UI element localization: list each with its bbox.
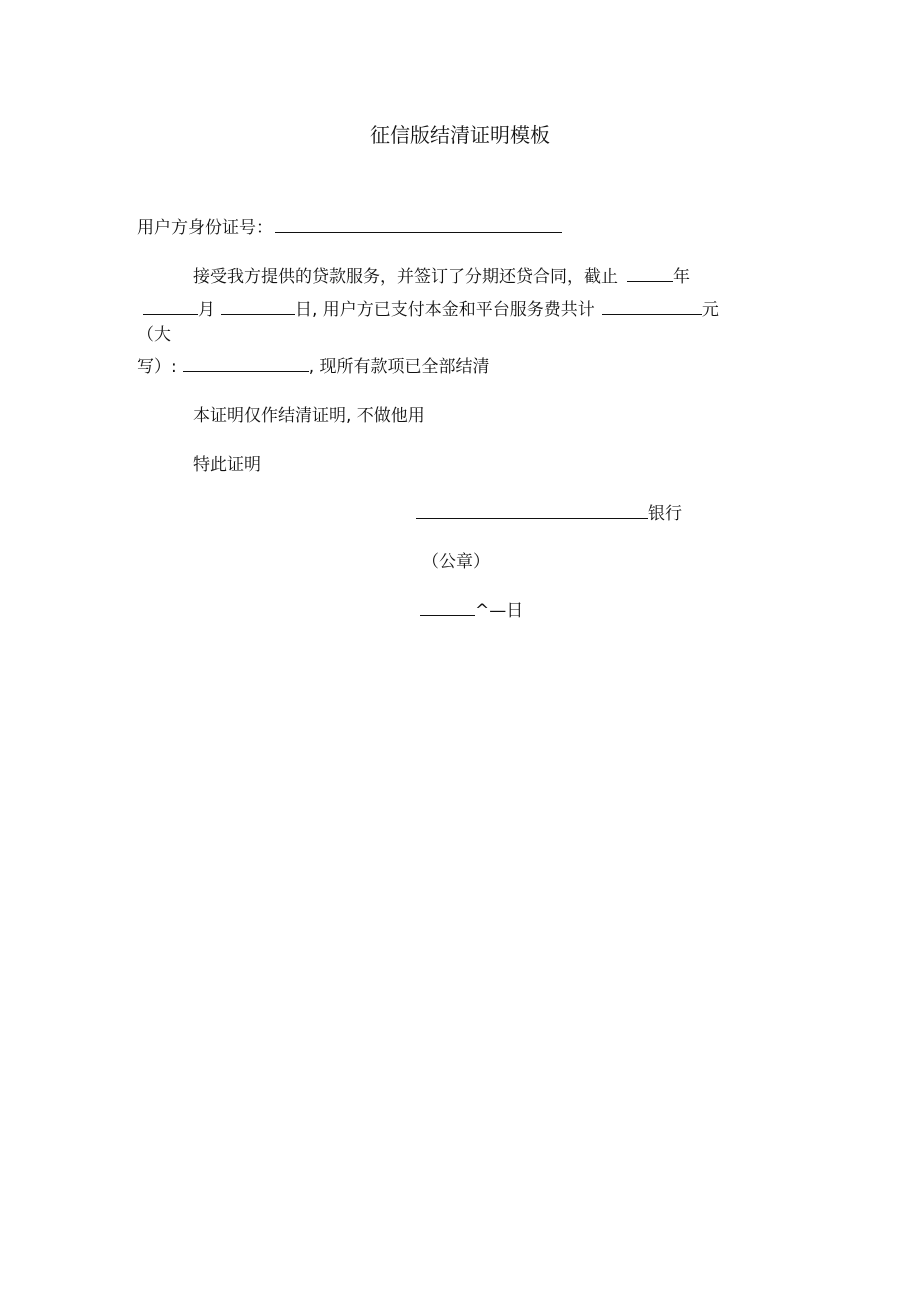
document-title: 征信版结清证明模板	[370, 123, 550, 147]
month-blank	[143, 300, 198, 315]
para3-line	[193, 454, 261, 476]
day-blank	[221, 300, 295, 315]
date-line	[420, 600, 523, 622]
seal-line	[422, 551, 490, 573]
id-number-blank	[275, 218, 562, 233]
daxie-open: （大	[137, 325, 171, 345]
id-number-line	[137, 217, 562, 239]
para1-line2-text: 日, 用户方已支付本金和平台服务费共计	[295, 300, 595, 320]
bank-suffix: 银行	[648, 504, 682, 524]
para2-text: 本证明仅作结清证明, 不做他用	[193, 406, 425, 426]
para1-line4	[137, 356, 490, 378]
year-label: 年	[673, 267, 690, 287]
para2-line	[193, 405, 425, 427]
para1-line3	[137, 324, 171, 346]
id-number-label: 用户方身份证号：	[137, 218, 273, 238]
para1-line4-text: , 现所有款项已全部结清	[308, 357, 490, 377]
seal-text: （公章）	[422, 552, 490, 572]
bank-line	[416, 503, 682, 525]
para1-line1	[193, 266, 690, 288]
amount-daxie-blank	[183, 357, 309, 372]
amount-blank	[602, 300, 702, 315]
date-suffix: ^—日	[475, 601, 524, 621]
month-label: 月	[198, 300, 215, 320]
year-blank	[627, 267, 673, 282]
bank-name-blank	[416, 504, 648, 519]
date-blank	[420, 601, 475, 616]
para1-line2	[143, 299, 719, 321]
yuan-label: 元	[701, 300, 719, 320]
para1-line1-text: 接受我方提供的贷款服务，并签订了分期还贷合同，截止	[193, 267, 618, 287]
para3-text: 特此证明	[193, 455, 261, 475]
daxie-close: 写）:	[137, 357, 177, 377]
